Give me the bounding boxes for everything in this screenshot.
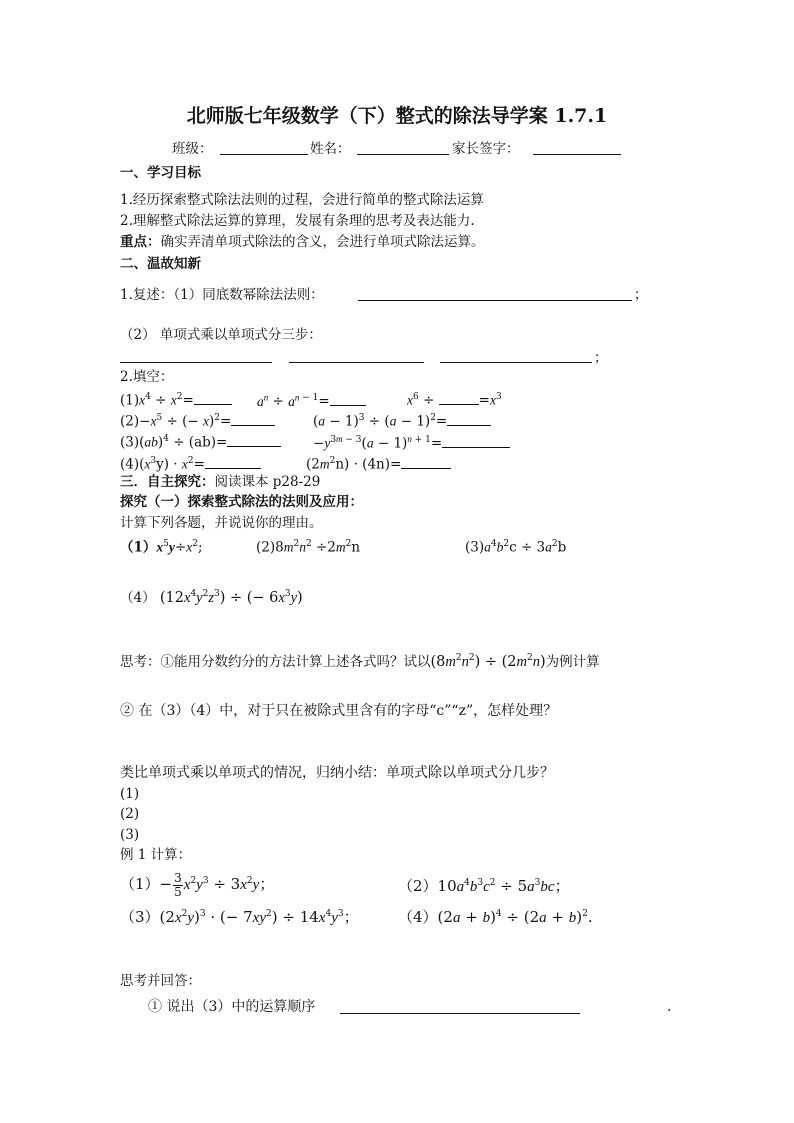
parent-signature-blank[interactable] — [533, 154, 621, 155]
step-3: (3) — [120, 827, 140, 843]
key-point-text: 确实弄清单项式除法的含义，会进行单项式除法运算。 — [160, 234, 485, 250]
fill-9: $(2m^2n) \cdot (4n)=$ — [306, 452, 451, 474]
fill-label: 2.填空： — [120, 369, 174, 385]
explore-instruction: 计算下列各题，并说说你的理由。 — [120, 515, 323, 531]
step-2: (2) — [120, 806, 140, 822]
name-blank[interactable] — [357, 154, 449, 155]
example-problem-2: $(2)10a^4b^3c^2 \div 5a^3bc$； — [398, 877, 570, 895]
answer-1-blank[interactable] — [340, 1013, 580, 1014]
class-blank[interactable] — [220, 154, 308, 155]
goal-1: 1.经历探索整式除法法则的过程，会进行简单的整式除法运算 — [120, 192, 484, 208]
think-2: ② 在（3）（4）中，对于只在被除式里含有的字母“c”“z”，怎样处理？ — [120, 703, 558, 719]
fill-5: $(a - 1)^3 \div (a - 1)^2=$ — [313, 409, 491, 431]
explore-problem-3: $(3)a^4b^2c \div 3a^2b$ — [465, 539, 567, 556]
review-2-blank-2[interactable] — [289, 362, 424, 363]
fill-3: $x^6 \div =x^3$ — [407, 388, 502, 410]
think-label: 思考： — [120, 653, 161, 670]
key-point-label: 重点： — [120, 234, 161, 250]
think-1-text: ①能用分数约分的方法计算上述各式吗？试以 — [160, 653, 431, 670]
explore-problem-1: $(1)x^5y\div x^2$; — [120, 539, 203, 556]
fill-7: $-y^{3m - 3}(a - 1)^{n + 1}=$ — [313, 430, 510, 453]
review-1-end: ； — [634, 287, 648, 303]
answer-1-end: . — [667, 999, 672, 1015]
explore-problem-4: （4） $(12x^4y^2z^3)$ ÷ (− $6x^3y$) — [120, 589, 303, 606]
review-2-blank-3[interactable] — [440, 362, 592, 363]
review-2-blank-1[interactable] — [120, 362, 272, 363]
think-1: 思考：①能用分数约分的方法计算上述各式吗？试以$(8m^2n^2) \div (2m^2n)$为例计算 — [120, 653, 600, 670]
review-1-blank[interactable] — [358, 300, 632, 301]
review-2-end: ； — [594, 350, 608, 366]
section-learning-goals-heading: 一、学习目标 — [120, 165, 201, 181]
example-problem-1: （1）− $\frac{3}{5}$ $x^2y^3 \div 3x^2y$； — [120, 870, 275, 899]
parent-signature-label: 家长签字： — [452, 141, 520, 157]
key-point — [120, 233, 485, 251]
section-review-heading: 二、温故知新 — [120, 256, 201, 272]
page-title: 北师版七年级数学（下）整式的除法导学案 1.7.1 — [186, 105, 608, 127]
example-problem-3: $(3)(2x^2y)^3$ · (− $7xy^2) \div 14x^4y^3$； — [120, 908, 359, 926]
step-1: (1) — [120, 786, 140, 802]
fill-2: $a^n \div a^n$ $^{- 1}$= — [257, 388, 366, 411]
example-problem-4: $(4)(2a + b)^4 \div (2a + b)^2$. — [398, 908, 593, 926]
goal-2: 2.理解整式除法运算的算理，发展有条理的思考及表达能力. — [120, 213, 475, 229]
section-self-explore — [120, 473, 320, 491]
answer-1: ① 说出（3）中的运算顺序 — [148, 999, 316, 1015]
example-label: 例 1 计算： — [120, 847, 192, 863]
reading-assignment: 阅读课本 p28-29 — [214, 474, 321, 490]
think-1-end: 为例计算 — [545, 653, 600, 670]
fill-8: $(4)(x^3y) \cdot x^2=$ — [120, 452, 261, 474]
fill-6: (3)(ab)$^4$ ÷ (ab)= — [120, 430, 281, 452]
explore-1-heading: 探究（一）探索整式除法的法则及应用： — [120, 494, 363, 510]
fill-4: $(2)-x^5$ ÷ (− x)$^2$= — [120, 409, 275, 431]
class-label: 班级： — [172, 141, 213, 157]
name-label: 姓名： — [310, 141, 351, 157]
section-self-explore-heading: 三．自主探究： — [120, 474, 215, 490]
explore-problem-2: $(2)8m^2n^2 \div 2m^2n$ — [256, 539, 361, 556]
fill-1: $(1)x^4 \div x^2=$ — [120, 388, 232, 410]
review-2: （2） 单项式乘以单项式分三步： — [120, 327, 322, 343]
answer-heading: 思考并回答： — [120, 973, 201, 989]
review-1: 1.复述：（1）同底数幂除法法则： — [120, 287, 324, 303]
analogy-question: 类比单项式乘以单项式的情况，归纳小结：单项式除以单项式分几步？ — [120, 765, 554, 781]
